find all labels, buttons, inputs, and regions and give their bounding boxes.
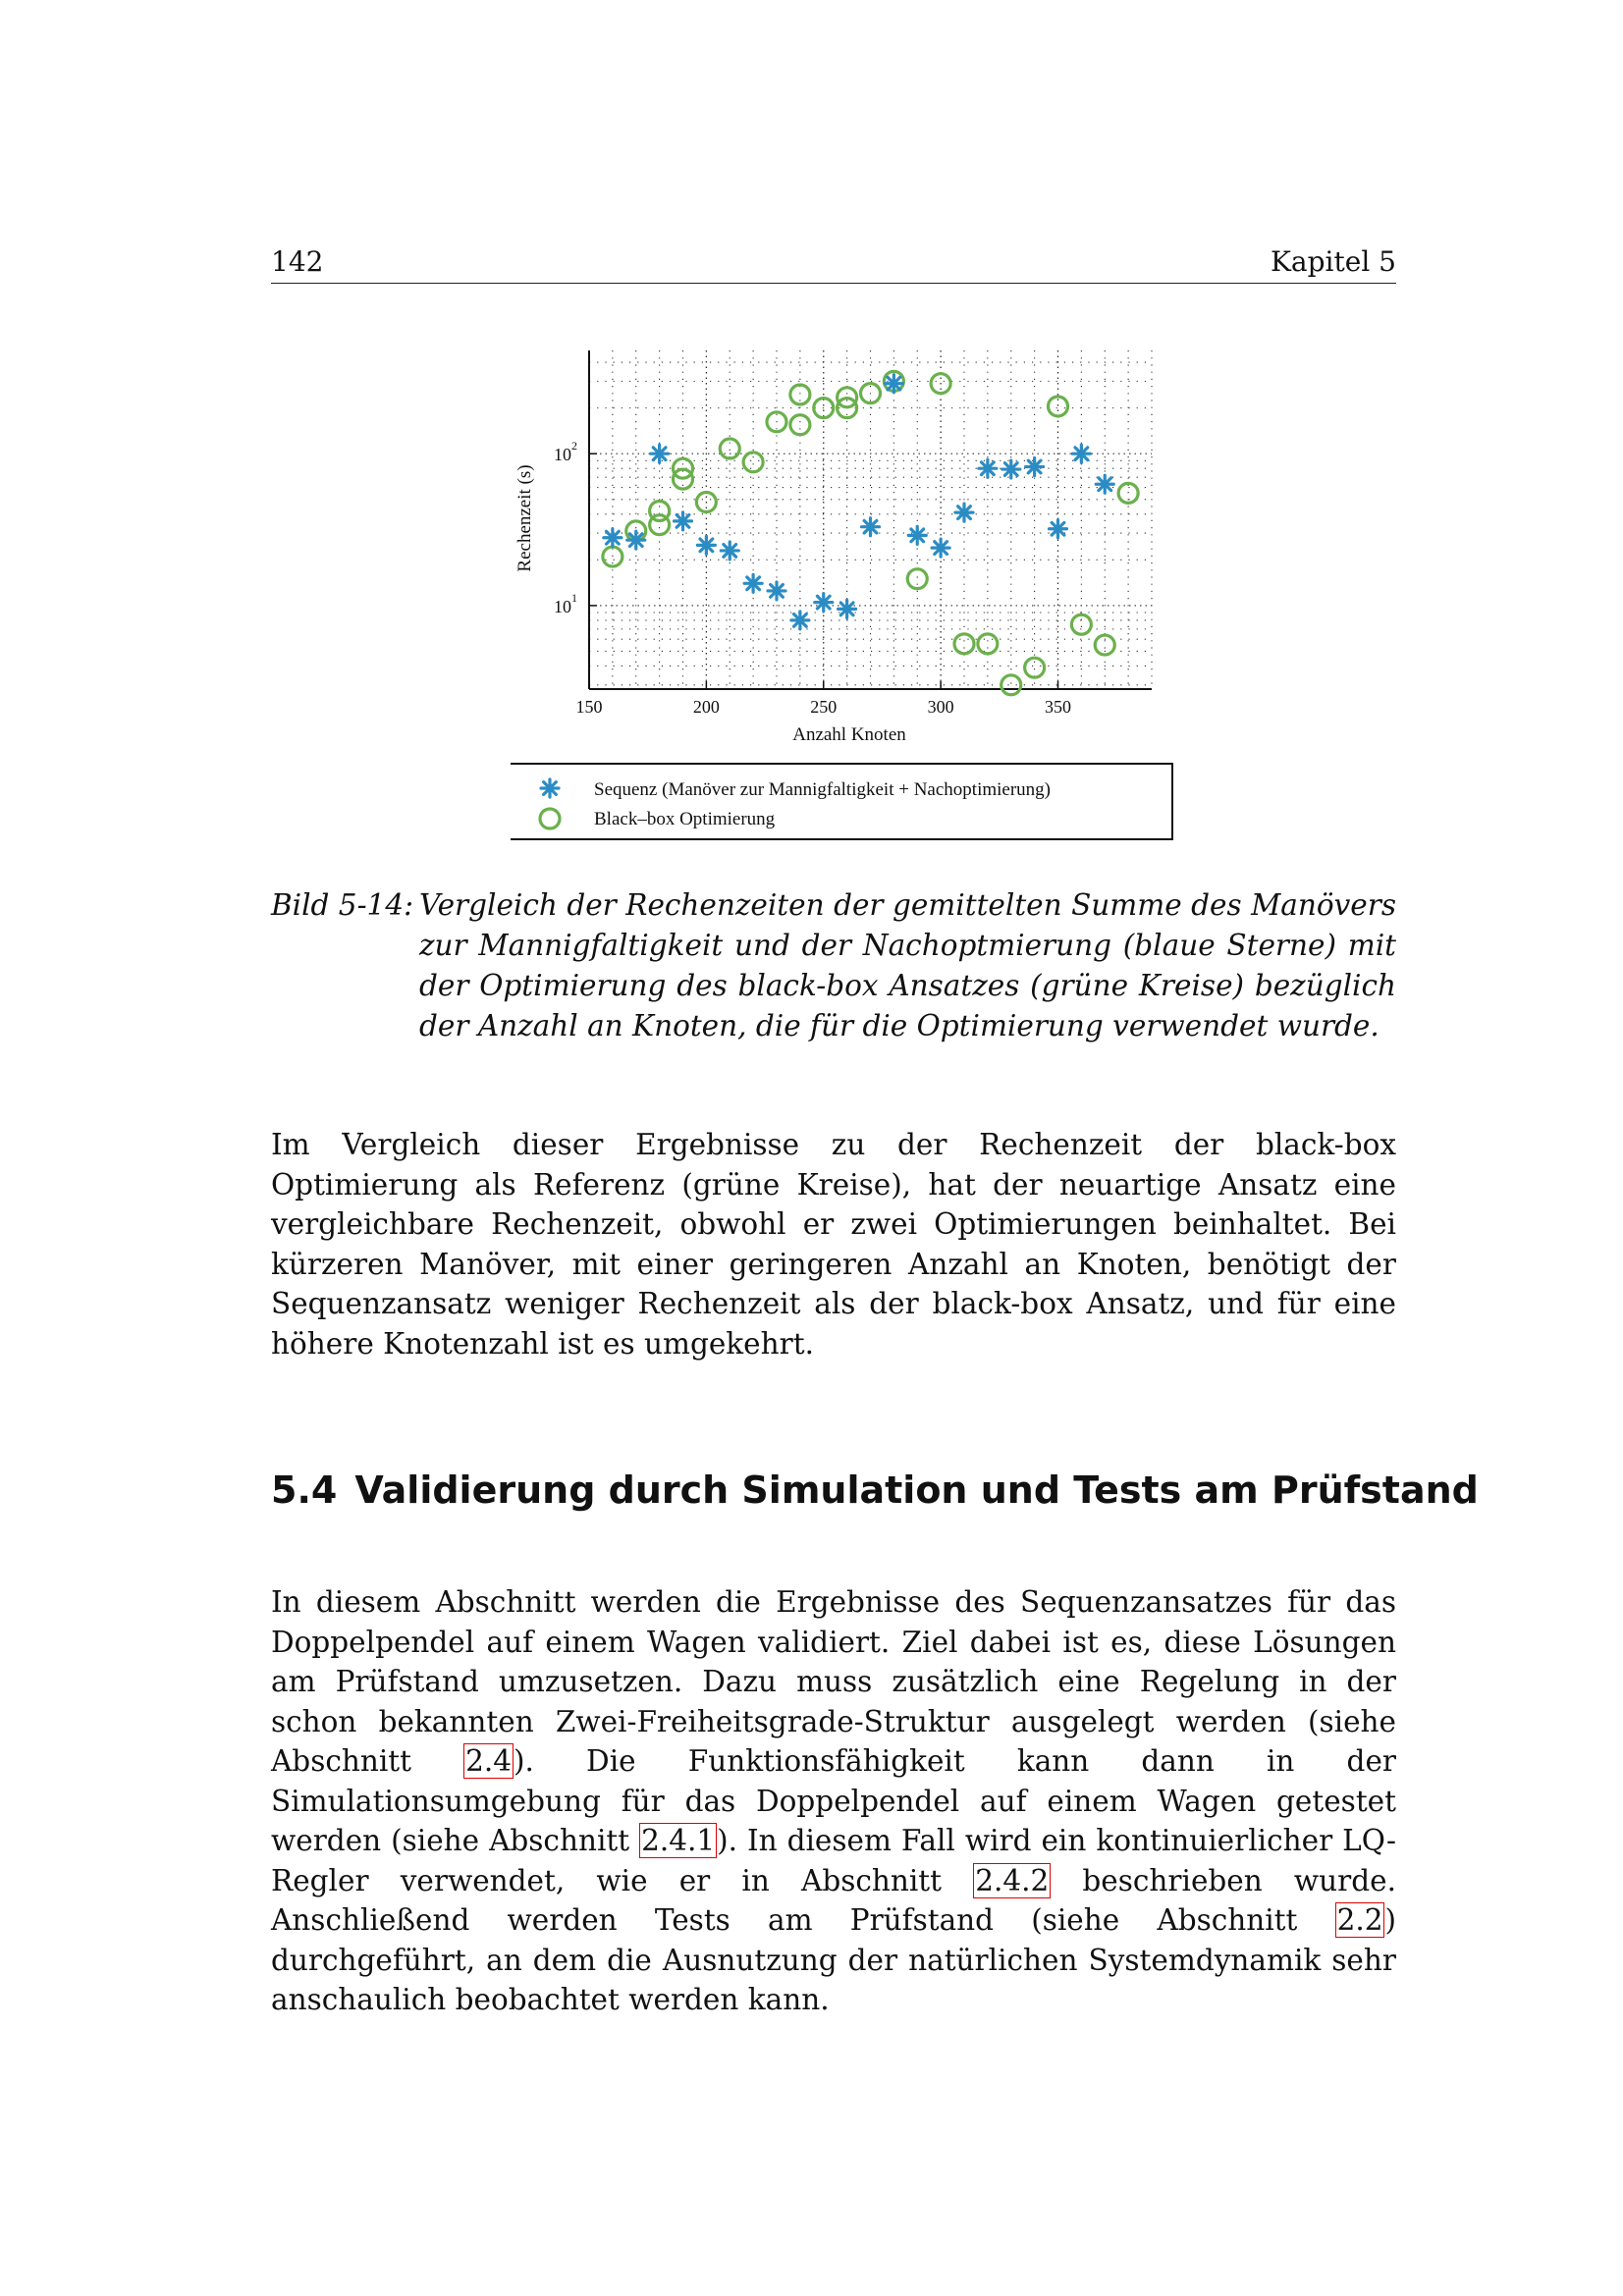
section-title: Validierung durch Simulation und Tests am Prüfstand [354,1468,1479,1512]
para2-text-3: ). In diesem Fall wird ein kontinuierlicher LQ-Regler verwendet, wie er in Abschnitt [271,1824,1396,1897]
x-axis-label: Anzahl Knoten [792,724,906,745]
data-point-sequenz [744,574,762,592]
data-point-sequenz [1072,445,1090,462]
data-point-blackbox [650,501,670,520]
ref-link-2-4-2[interactable]: 2.4.2 [975,1863,1050,1897]
data-point-sequenz [1002,460,1020,478]
section-heading [271,1468,1479,1512]
page-header [271,245,1396,284]
data-point-blackbox [907,569,927,589]
x-tick-label: 300 [927,697,954,717]
chart-ticks [554,439,1071,717]
legend-asterisk-marker [541,779,559,797]
chapter-label: Kapitel 5 [1271,245,1396,278]
data-point-sequenz [721,542,738,560]
data-point-blackbox [1095,635,1114,655]
x-tick-label: 150 [575,697,603,717]
scatter-figure [511,344,1178,854]
data-point-sequenz [815,594,833,612]
scatter-chart [511,344,1178,854]
y-tick-exponent: 2 [571,439,577,454]
x-tick-label: 350 [1045,697,1071,717]
data-point-blackbox [743,453,763,472]
paragraph-1: Im Vergleich dieser Ergebnisse zu der Rechenzeit der black-box Optimierung als Referenz (grüne Kreise), hat der neuartige Ansatz eine vergleichbare Rechenzeit, obwohl er zwei Optimierungen beinhaltet. Bei kürzeren Manöver, mit einer geringeren Anzahl an Knoten, benötigt der Sequenzansatz weniger Rechenzeit als der black-box Ansatz, und für eine höhere Knotenzahl ist es umgekehrt. [271,1128,1396,1361]
data-point-blackbox [1001,675,1021,695]
paragraph-2 [271,1582,1396,2020]
data-point-blackbox [978,634,998,654]
y-tick-exponent: 1 [571,590,577,605]
data-point-sequenz [604,529,622,547]
page-number: 142 [271,245,324,278]
ref-link-2-4[interactable]: 2.4 [465,1744,513,1778]
x-tick-label: 250 [810,697,838,717]
data-point-sequenz [955,504,973,521]
data-point-blackbox [720,439,739,458]
y-tick-label: 10 [554,445,571,465]
data-point-sequenz [1096,475,1113,493]
y-tick-label: 10 [554,596,571,616]
chart-marks [603,371,1138,694]
ref-link-2-4-1[interactable]: 2.4.1 [641,1824,716,1857]
caption-text: Vergleich der Rechenzeiten der gemittelten Summe des Manövers zur Mannigfaltigkeit und der Nachoptmierung (blaue Sterne) mit der Optimierung des black-box Ansatzes (grüne Kreise) bezüglich der Anzahl an Knoten, die für die Optimierung verwendet wurde. [419,888,1396,1042]
data-point-blackbox [790,385,810,404]
data-point-sequenz [768,582,785,600]
para2-text-1: In diesem Abschnitt werden die Ergebnisse des Sequenzansatzes für das Doppelpendel auf einem Wagen validiert. Ziel dabei ist es, diese Lösungen am Prüfstand umzusetzen. Dazu muss zusätzlich eine Regelung in der schon bekannten Zwei-Freiheitsgrade-Struktur ausgelegt werden (siehe Abschnitt [271,1585,1396,1778]
data-point-sequenz [862,518,880,536]
data-point-sequenz [675,512,692,530]
data-point-sequenz [979,459,997,477]
data-point-sequenz [1050,520,1067,538]
data-point-blackbox [790,415,810,435]
data-point-blackbox [954,634,974,654]
chart-legend [511,764,1172,839]
data-point-sequenz [627,531,645,549]
data-point-sequenz [1026,458,1044,476]
para2-text-4: beschrieben wurde. Anschließend werden Tests am Prüfstand (siehe Abschnitt [271,1863,1396,1937]
caption-label: Bild 5-14: [271,888,414,922]
section-number: 5.4 [271,1468,338,1512]
data-point-sequenz [651,445,669,462]
data-point-sequenz [839,600,856,617]
legend-entry-blackbox: Black–box Optimierung [594,809,776,829]
data-point-sequenz [885,375,902,393]
y-axis-label: Rechenzeit (s) [514,464,535,572]
para2-text-5: ) durchgeführt, an dem die Ausnutzung der natürlichen Systemdynamik sehr anschaulich beobachtet werden kann. [271,1903,1396,2016]
data-point-sequenz [908,526,926,544]
data-point-sequenz [791,612,809,629]
legend-entry-sequenz: Sequenz (Manöver zur Mannigfaltigkeit + Nachoptimierung) [594,779,1051,800]
para2-text-2: ). Die Funktionsfähigkeit kann dann in der Simulationsumgebung für das Doppelpendel auf einem Wagen getestet werden (siehe Abschnitt [271,1744,1397,1857]
data-point-sequenz [932,539,949,557]
legend-asterisk [541,779,559,797]
data-point-blackbox [1071,614,1091,634]
data-point-sequenz [697,536,715,554]
data-point-blackbox [1025,658,1045,677]
x-tick-label: 200 [692,697,720,717]
ref-link-2-2[interactable]: 2.2 [1336,1903,1383,1937]
